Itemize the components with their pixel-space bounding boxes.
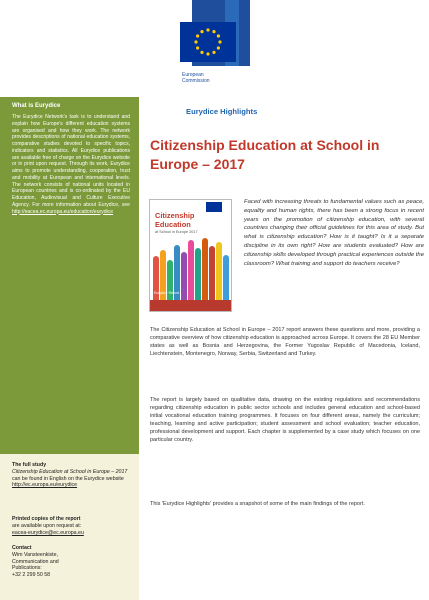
ec-caption <box>182 72 210 84</box>
cover-subtitle: at School in Europe 2017 <box>155 230 198 234</box>
printed-copies-email[interactable]: eacea-eurydice@ec.europa.eu <box>12 529 84 536</box>
what-is-eurydice-panel <box>0 97 139 454</box>
series-label: Eurydice Highlights <box>186 107 258 116</box>
full-study-title: The full study <box>12 462 47 468</box>
body-paragraph: The report is largely based on qualitative data, drawing on the existing regulations and recommendations regarding citizenship education in public sector schools and includes general education and school-based initial vocational education training programmes. It focuses on four different areas, namely the curriculum; teaching, learning and active participation; student assessment and school evaluation; teacher education, professional development and support. Each chapter is supplemented by a case study which focuses on one particular country. <box>150 397 420 443</box>
eu-stars-icon <box>180 22 236 62</box>
eurydice-info-link[interactable]: http://eacea.ec.europa.eu/education/eurydice <box>12 208 114 215</box>
intro-text: Faced with increasing threats to fundamental values such as peace, equality and human rights, there has been a strong focus in recent years on the promotion of citizenship education, with several countries changing their official guidelines for this area of study. But what is citizenship education? How is it taught? Is it a separate discipline in its own right? How are students evaluated? How are citizenship skills developed through practical experiences outside the classroom? What training and support do teachers receive? <box>244 199 424 267</box>
contact-title: Contact <box>12 545 32 551</box>
printed-copies-title: Printed copies of the report <box>12 516 81 522</box>
european-commission-logo <box>180 0 260 92</box>
eu-flag-icon <box>180 22 236 62</box>
contact-block <box>12 545 132 579</box>
sidebar <box>0 0 139 600</box>
cover-tag: Eurydice Report <box>154 291 180 295</box>
cover-title: Citizenship Education <box>155 211 195 229</box>
contact-line: Publications: <box>12 565 42 572</box>
sidebar-top-blank <box>0 0 139 97</box>
eurydice-website-link[interactable]: http://ec.europa.eu/eurydice <box>12 482 78 489</box>
body-paragraph: The Citizenship Education at School in Europe – 2017 report answers these questions and more, providing a comparative overview of how citizenship education is approached across Europe. It covers the 28 EU Member states as well as Bosnia and Herzegovina, the Former Yugoslav Republic of Macedonia, Iceland, Liechtenstein, Montenegro, Norway, Serbia, Switzerland and Turkey. <box>150 327 420 357</box>
body-paragraph: This 'Eurydice Highlights' provides a snapshot of some of the main findings of the report. <box>150 501 365 507</box>
ec-caption-line: Commission <box>182 78 210 84</box>
what-is-eurydice-body: The Eurydice Network's task is to understand and explain how Europe's different education systems are organised and how they work. The network provides descriptions of national education systems, comparative studies devoted to specific topics, indicators and statistics. All Eurydice publications are available free of charge on the Eurydice website or in print upon request. Through its work, Eurydice aims to promote understanding, cooperation, trust and mobility at European and international levels. The network consists of national units located in European countries and is co-ordinated by the EU Education, Audiovisual and Culture Executive Agency. For more information about Eurydice, see <box>12 114 130 208</box>
what-is-eurydice-text <box>12 114 130 215</box>
printed-copies-text: are available upon request at: <box>12 522 82 529</box>
printed-copies-block <box>12 516 132 536</box>
contact-phone: +32 2 299 50 58 <box>12 572 51 579</box>
contact-line: Communication and <box>12 558 59 565</box>
report-cover-image <box>149 199 232 312</box>
full-study-name: Citizenship Education at School in Europe – 2017 <box>12 468 128 475</box>
ec-caption-line: European <box>182 72 204 78</box>
what-is-eurydice-title: What is Eurydice <box>12 103 61 109</box>
page-title: Citizenship Education at School in Europe – 2017 <box>150 137 380 172</box>
contact-line: Wim Vansteenkiste, <box>12 551 59 558</box>
full-study-text: can be found in English on the Eurydice website <box>12 475 124 482</box>
full-study-block <box>12 462 132 489</box>
study-info-panel <box>0 454 139 600</box>
